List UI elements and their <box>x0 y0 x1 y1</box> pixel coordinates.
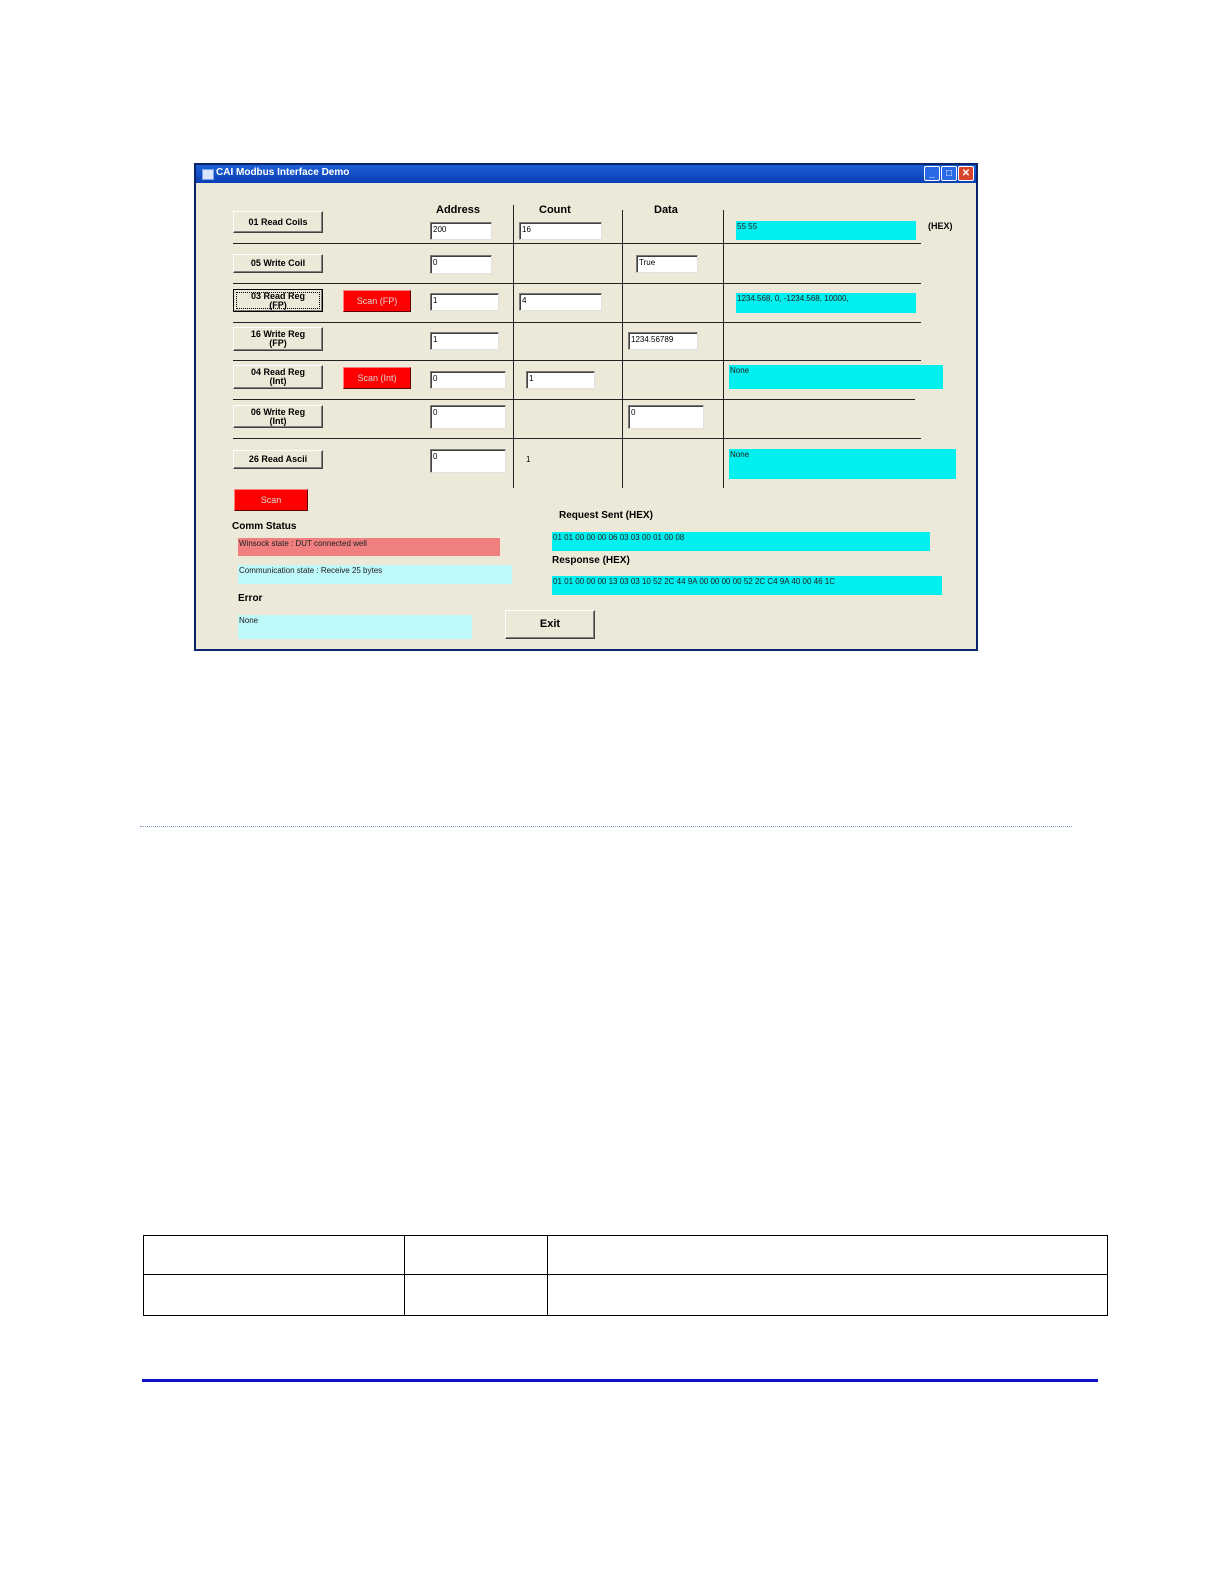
scan-int-button[interactable]: Scan (Int) <box>343 367 411 389</box>
grid-divider <box>723 210 724 488</box>
table-cell <box>405 1275 548 1316</box>
write-reg-fp-button-line2: (FP) <box>269 338 287 348</box>
write-reg-int-address-input[interactable]: 0 <box>430 405 506 429</box>
read-reg-int-count-input[interactable]: 1 <box>526 371 595 389</box>
read-reg-int-button[interactable] <box>233 365 323 389</box>
row-divider <box>233 399 915 400</box>
read-ascii-count-value: 1 <box>526 455 531 464</box>
read-ascii-result: None <box>729 449 956 479</box>
read-ascii-button[interactable]: 26 Read Ascii <box>233 450 323 469</box>
response-label: Response (HEX) <box>552 555 630 566</box>
read-coils-count-input[interactable]: 16 <box>519 222 602 240</box>
table-cell <box>548 1275 1108 1316</box>
table-cell <box>144 1236 405 1275</box>
write-reg-int-button[interactable] <box>233 405 323 428</box>
write-reg-int-button-line1: 06 Write Reg <box>250 406 306 417</box>
table-row <box>144 1275 1108 1316</box>
read-reg-fp-address-input[interactable]: 1 <box>430 293 499 311</box>
write-reg-int-data-input[interactable]: 0 <box>628 405 704 429</box>
write-reg-fp-button-line1: 16 Write Reg <box>250 329 306 339</box>
row-divider <box>233 438 921 439</box>
scan-button[interactable]: Scan <box>234 489 308 511</box>
write-reg-fp-data-input[interactable]: 1234.56789 <box>628 332 698 350</box>
scan-fp-button[interactable]: Scan (FP) <box>343 290 411 312</box>
comm-status-label: Comm Status <box>232 521 297 532</box>
read-ascii-address-input[interactable]: 0 <box>430 449 506 473</box>
app-icon <box>202 169 214 180</box>
read-coils-button[interactable]: 01 Read Coils <box>233 211 323 233</box>
app-window <box>194 163 978 651</box>
read-reg-int-result: None <box>729 365 943 389</box>
dotted-separator <box>140 826 1072 827</box>
minimize-button[interactable]: _ <box>924 166 940 181</box>
hex-suffix-label: (HEX) <box>928 221 953 231</box>
request-sent-label: Request Sent (HEX) <box>559 510 653 521</box>
title-bar[interactable] <box>196 165 976 183</box>
write-coil-data-input[interactable]: True <box>636 255 698 273</box>
request-sent-value: 01 01 00 00 00 06 03 03 00 01 00 08 <box>552 532 930 551</box>
read-reg-fp-count-input[interactable]: 4 <box>519 293 602 311</box>
read-coils-address-input[interactable]: 200 <box>430 222 492 240</box>
read-reg-fp-button-line1: 03 Read Reg <box>250 290 306 301</box>
read-reg-int-address-input[interactable]: 0 <box>430 371 506 389</box>
read-reg-fp-button[interactable] <box>233 289 323 312</box>
response-value: 01 01 00 00 00 13 03 03 10 52 2C 44 9A 00 00 00 00 52 2C C4 9A 40 00 46 1C <box>552 576 942 595</box>
read-reg-fp-button-line2: (FP) <box>269 299 287 310</box>
read-reg-int-button-line1: 04 Read Reg <box>250 367 306 377</box>
read-reg-int-button-line2: (Int) <box>269 376 287 386</box>
maximize-button[interactable]: □ <box>941 166 957 181</box>
close-button[interactable]: ✕ <box>958 166 974 181</box>
write-reg-fp-address-input[interactable]: 1 <box>430 332 499 350</box>
write-reg-fp-button[interactable] <box>233 327 323 351</box>
column-header-address: Address <box>436 204 481 216</box>
write-coil-address-input[interactable]: 0 <box>430 255 492 274</box>
table-cell <box>405 1236 548 1275</box>
write-reg-int-button-line2: (Int) <box>269 415 287 426</box>
communication-state: Communication state : Receive 25 bytes <box>238 565 512 584</box>
error-label: Error <box>238 593 263 604</box>
column-header-count: Count <box>539 204 571 216</box>
write-coil-button[interactable]: 05 Write Coil <box>233 254 323 273</box>
row-divider <box>233 243 921 244</box>
exit-button[interactable]: Exit <box>505 610 595 639</box>
table-cell <box>144 1275 405 1316</box>
table-cell <box>548 1236 1108 1275</box>
grid-divider <box>622 210 623 488</box>
blue-footer-rule <box>142 1379 1098 1382</box>
read-reg-fp-result: 1234.568, 0, -1234.568, 10000, <box>736 293 916 313</box>
error-value: None <box>238 615 472 639</box>
row-divider <box>233 360 921 361</box>
read-coils-result: 55 55 <box>736 221 916 240</box>
winsock-state: Winsock state : DUT connected well <box>238 538 500 556</box>
grid-divider <box>513 205 514 488</box>
table-row <box>144 1236 1108 1275</box>
empty-table <box>143 1235 1108 1316</box>
window-title: CAI Modbus Interface Demo <box>216 167 350 178</box>
row-divider <box>233 322 921 323</box>
column-header-data: Data <box>654 204 678 216</box>
row-divider <box>233 283 921 284</box>
